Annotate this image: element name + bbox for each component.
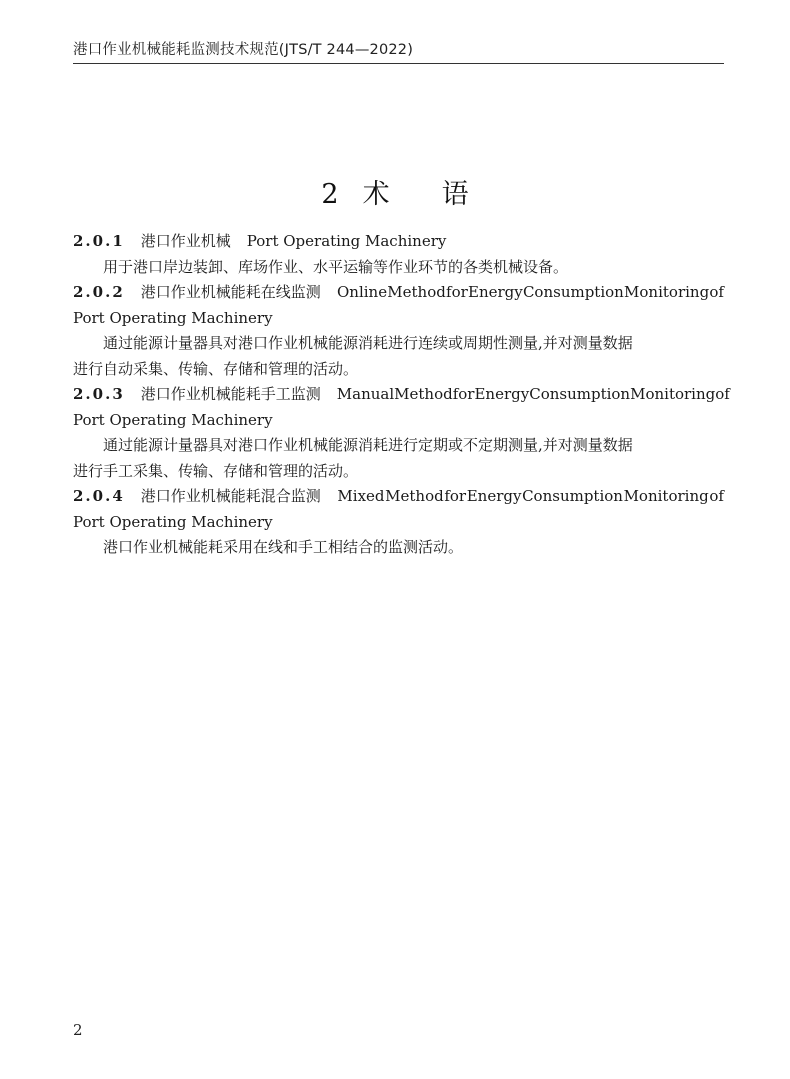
running-header-title: 港口作业机械能耗监测技术规范(JTS/T 244—2022) bbox=[73, 42, 414, 58]
term-chinese: 港口作业机械能耗混合监测 bbox=[140, 487, 321, 505]
chapter-number: 2 bbox=[321, 179, 339, 210]
term-english: Port Operating Machinery bbox=[246, 232, 447, 250]
term-english-word: Energy bbox=[468, 283, 523, 301]
term-english-word: Manual bbox=[336, 385, 395, 403]
term-heading-2-0-1 bbox=[73, 229, 724, 255]
clause-number: 2.0.3 bbox=[73, 385, 125, 403]
term-english-word: Energy bbox=[466, 487, 522, 505]
term-english-word: for bbox=[446, 283, 468, 301]
term-heading-left bbox=[73, 280, 337, 306]
term-definition-line-1: 通过能源计量器具对港口作业机械能源消耗进行定期或不定期测量,并对测量数据 bbox=[103, 436, 633, 454]
clause-number: 2.0.1 bbox=[73, 232, 125, 250]
term-heading-2-0-3 bbox=[73, 382, 730, 408]
term-heading-left bbox=[73, 382, 337, 408]
term-chinese: 港口作业机械能耗在线监测 bbox=[140, 283, 321, 301]
term-english-word: of bbox=[709, 487, 724, 505]
term-english-word: of bbox=[715, 385, 730, 403]
terms-section bbox=[73, 229, 730, 561]
term-definition: 用于港口岸边装卸、库场作业、水平运输等作业环节的各类机械设备。 bbox=[103, 257, 569, 276]
term-english-word: Consumption bbox=[522, 283, 624, 301]
term-english-continuation: Port Operating Machinery bbox=[73, 410, 273, 429]
chapter-title bbox=[0, 172, 790, 211]
term-definition-line-2: 进行自动采集、传输、存储和管理的活动。 bbox=[73, 359, 359, 378]
term-english-continuation: Port Operating Machinery bbox=[73, 512, 273, 531]
term-chinese: 港口作业机械 bbox=[140, 232, 231, 250]
page-number: 2 bbox=[73, 1021, 83, 1039]
clause-number: 2.0.2 bbox=[73, 283, 125, 301]
term-english-word: Method bbox=[385, 487, 444, 505]
term-english-word: Online bbox=[336, 283, 388, 301]
term-definition-line-2: 进行手工采集、传输、存储和管理的活动。 bbox=[73, 461, 359, 480]
term-english-word: for bbox=[452, 385, 475, 403]
term-english-word: Consumption bbox=[522, 487, 623, 505]
term-english-continuation: Port Operating Machinery bbox=[73, 308, 273, 327]
term-heading-2-0-2 bbox=[73, 280, 724, 306]
chapter-title-char-1: 术 bbox=[362, 179, 390, 210]
term-heading-left bbox=[73, 484, 337, 510]
term-english-word: Consumption bbox=[529, 385, 631, 403]
chapter-title-char-2: 语 bbox=[441, 179, 469, 210]
term-definition: 港口作业机械能耗采用在线和手工相结合的监测活动。 bbox=[103, 538, 464, 556]
term-english-word: Mixed bbox=[337, 487, 385, 505]
term-chinese: 港口作业机械能耗手工监测 bbox=[140, 385, 321, 403]
term-english-word: of bbox=[709, 283, 724, 301]
term-english-word: Monitoring bbox=[630, 385, 716, 403]
term-english-word: Monitoring bbox=[624, 283, 710, 301]
term-english-word: Monitoring bbox=[623, 487, 709, 505]
term-heading-2-0-4 bbox=[73, 484, 724, 510]
term-english-word: for bbox=[444, 487, 467, 505]
clause-number: 2.0.4 bbox=[73, 487, 125, 505]
header-rule bbox=[73, 63, 724, 64]
term-english-word: Method bbox=[394, 385, 453, 403]
term-english-word: Energy bbox=[474, 385, 530, 403]
term-definition-line-1: 通过能源计量器具对港口作业机械能源消耗进行连续或周期性测量,并对测量数据 bbox=[103, 334, 633, 352]
term-english-word: Method bbox=[387, 283, 446, 301]
